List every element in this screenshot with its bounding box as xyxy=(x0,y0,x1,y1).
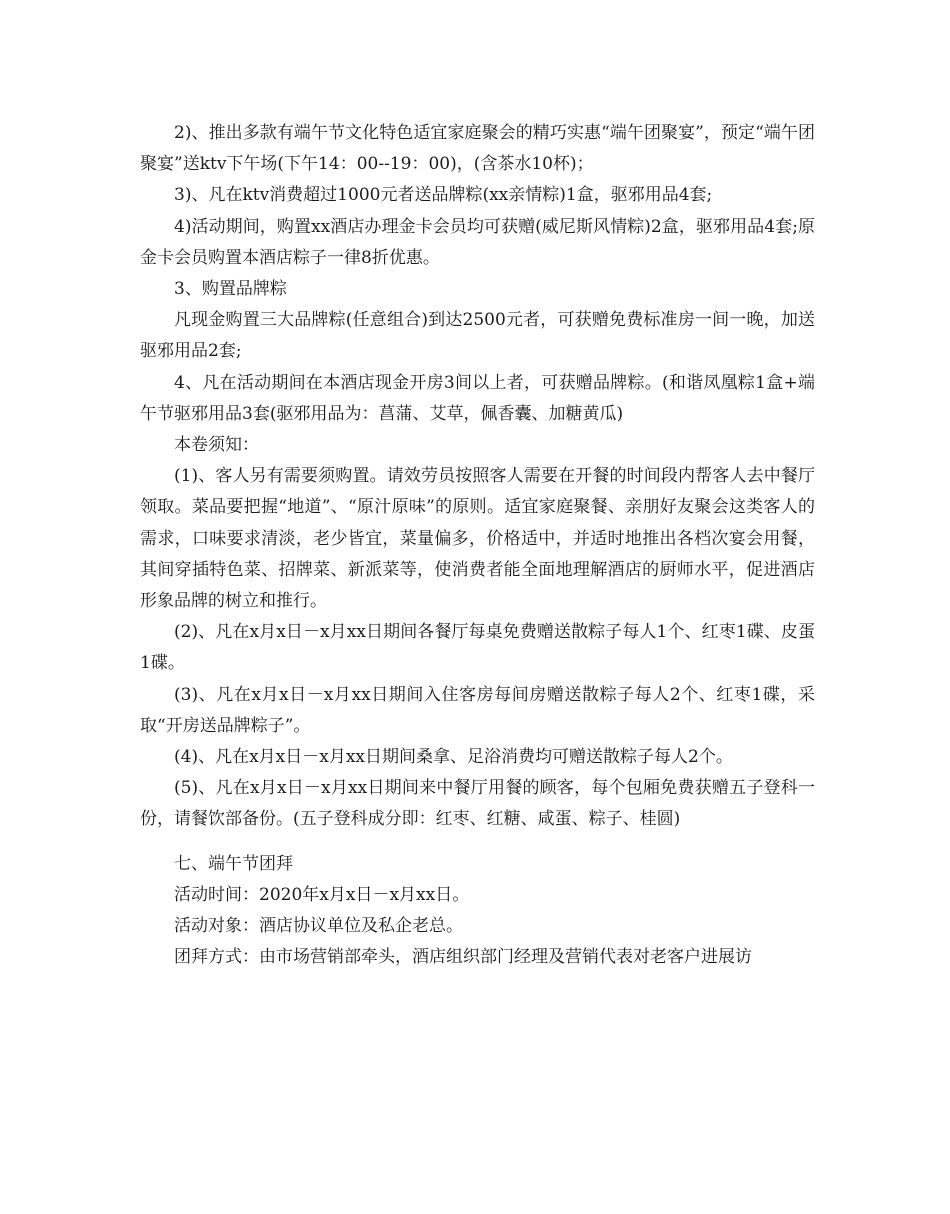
section-heading: 3、购置品牌粽 xyxy=(174,279,287,300)
section-heading: 七、端午节团拜 xyxy=(174,853,293,874)
paragraph: 团拜方式：由市场营销部牵头，酒店组织部门经理及营销代表对老客户进展访 xyxy=(174,947,752,968)
document-body xyxy=(140,118,815,973)
paragraph: 3)、凡在ktv消费超过1000元者送品牌粽(xx亲情粽)1盒，驱邪用品4套; xyxy=(174,185,713,206)
paragraph: (4)、凡在x月x日－x月xx日期间桑拿、足浴消费均可赠送散粽子每人2个。 xyxy=(174,747,733,768)
paragraph: 2)、推出多款有端午节文化特色适宜家庭聚会的精巧实惠“端午团聚宴”，预定“端午团聚宴”送ktv下午场(下午14：00--19：00)，(含茶水10杯)； xyxy=(140,123,815,175)
paragraph: (1)、客人另有需要须购置。请效劳员按照客人需要在开餐的时间段内帮客人去中餐厅领取。菜品要把握“地道”、“原汁原味”的原则。适宜家庭聚餐、亲朋好友聚会这类客人的需求，口味要求清淡，老少皆宜，菜量偏多，价格适中，并适时地推出各档次宴会用餐，其间穿插特色菜、招牌菜、新派菜等，使消费者能全面地理解酒店的厨师水平，促进酒店形象品牌的树立和推行。 xyxy=(140,466,815,612)
paragraph: 4)活动期间，购置xx酒店办理金卡会员均可获赠(威尼斯风情粽)2盒，驱邪用品4套;原金卡会员购置本酒店粽子一律8折优惠。 xyxy=(140,216,815,268)
paragraph: 4、凡在活动期间在本酒店现金开房3间以上者，可获赠品牌粽。(和谐凤凰粽1盒+端午节驱邪用品3套(驱邪用品为：菖蒲、艾草，佩香囊、加糖黄瓜) xyxy=(140,372,815,424)
paragraph: (5)、凡在x月x日－x月xx日期间来中餐厅用餐的顾客，每个包厢免费获赠五子登科一份，请餐饮部备份。(五子登科成分即：红枣、红糖、咸蛋、粽子、桂圆) xyxy=(140,778,815,830)
paragraph: 凡现金购置三大品牌粽(任意组合)到达2500元者，可获赠免费标准房一间一晚，加送驱邪用品2套; xyxy=(140,310,815,362)
paragraph: 活动时间：2020年x月x日－x月xx日。 xyxy=(174,884,470,905)
section-heading: 本卷须知： xyxy=(174,435,259,456)
paragraph: (2)、凡在x月x日－x月xx日期间各餐厅每桌免费赠送散粽子每人1个、红枣1碟、皮蛋1碟。 xyxy=(140,622,815,674)
paragraph: 活动对象：酒店协议单位及私企老总。 xyxy=(174,916,463,937)
paragraph: (3)、凡在x月x日－x月xx日期间入住客房每间房赠送散粽子每人2个、红枣1碟，采取“开房送品牌粽子”。 xyxy=(140,684,815,736)
